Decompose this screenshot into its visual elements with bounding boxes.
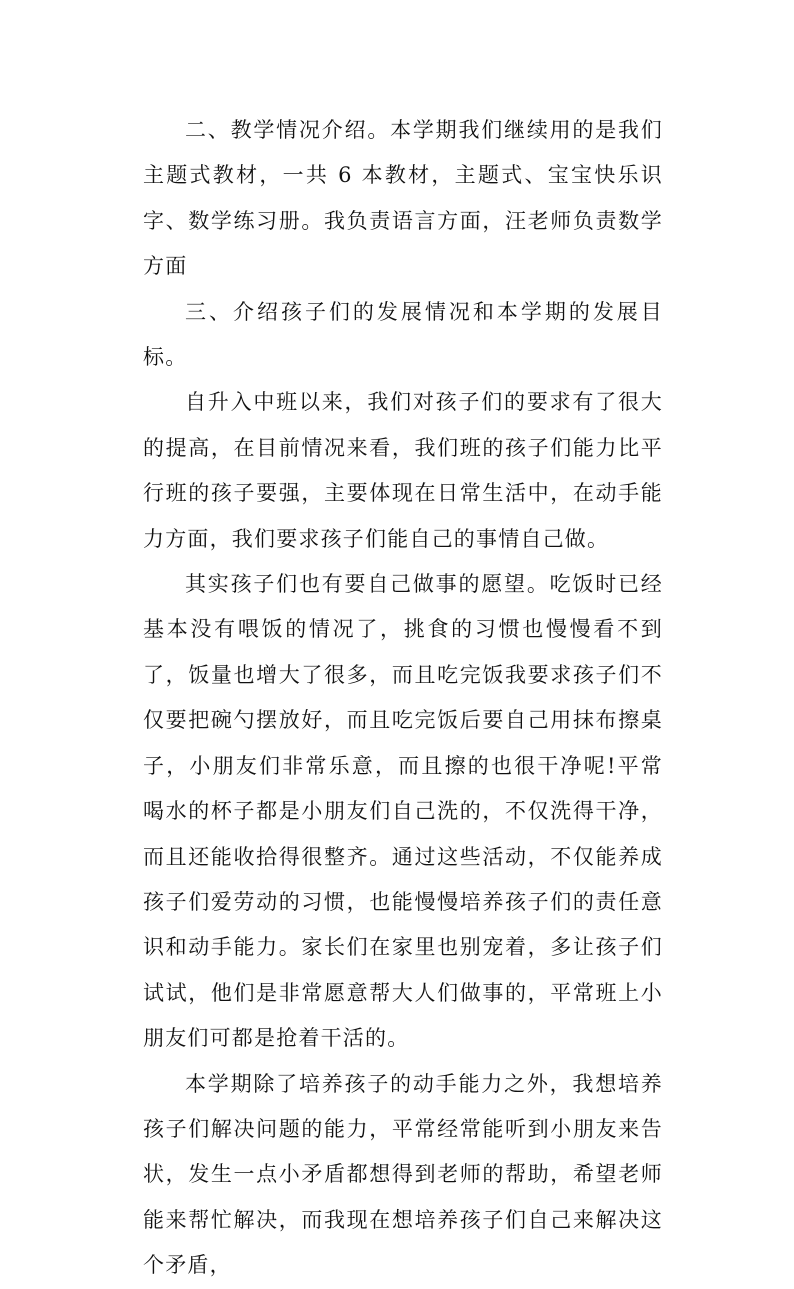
document-body (143, 108, 663, 1289)
paragraph-self-care: 其实孩子们也有要自己做事的愿望。吃饭时已经基本没有喂饭的情况了，挑食的习惯也慢慢看不到了，饭量也增大了很多，而且吃完饭我要求孩子们不仅要把碗勺摆放好，而且吃完饭后要自己用抹布擦桌子，小朋友们非常乐意，而且擦的也很干净呢!平常喝水的杯子都是小朋友们自己洗的，不仅洗得干净，而且还能收拾得很整齐。通过这些活动，不仅能养成孩子们爱劳动的习惯，也能慢慢培养孩子们的责任意识和动手能力。家长们在家里也别宠着，多让孩子们试试，他们是非常愿意帮大人们做事的，平常班上小朋友们可都是抢着干活的。 (143, 572, 663, 1051)
paragraph-section-three-heading: 三、介绍孩子们的发展情况和本学期的发展目标。 (143, 299, 663, 370)
paragraph-teaching-intro: 二、教学情况介绍。本学期我们继续用的是我们主题式教材，一共 6 本教材，主题式、宝宝快乐识字、数学练习册。我负责语言方面，汪老师负责数学方面 (143, 118, 663, 279)
paragraph-semester-goals: 本学期除了培养孩子的动手能力之外，我想培养孩子们解决问题的能力，平常经常能听到小朋友来告状，发生一点小矛盾都想得到老师的帮助，希望老师能来帮忙解决，而我现在想培养孩子们自己来解决这个矛盾， (143, 1071, 663, 1278)
paragraph-class-progress: 自升入中班以来，我们对孩子们的要求有了很大的提高，在目前情况来看，我们班的孩子们能力比平行班的孩子要强，主要体现在日常生活中，在动手能力方面，我们要求孩子们能自己的事情自己做。 (143, 390, 663, 551)
